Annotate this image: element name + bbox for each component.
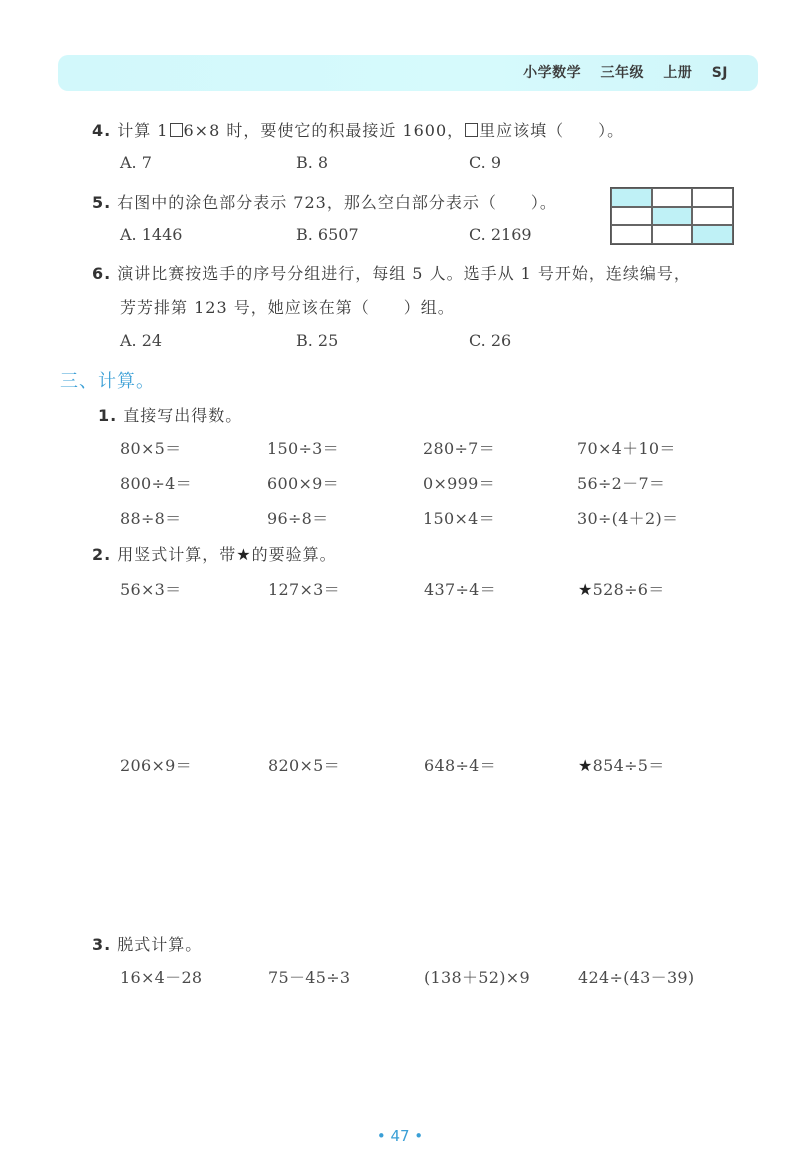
part-number: 3. — [92, 935, 112, 954]
option-a: A. 7 — [120, 153, 152, 172]
expression: 150÷3＝ — [267, 439, 339, 458]
question-6-line2: 芳芳排第 123 号，她应该在第（ ）组。 — [120, 298, 455, 317]
expression-starred — [578, 753, 665, 776]
expression: 820×5＝ — [268, 756, 340, 775]
question-text: 计算 1 — [117, 121, 169, 140]
part3-heading — [92, 932, 202, 955]
question-5 — [92, 190, 557, 213]
expression: 30÷(4＋2)＝ — [577, 509, 679, 528]
expression: 88÷8＝ — [120, 509, 182, 528]
question-number: 5. — [92, 193, 112, 212]
grid-cell — [692, 207, 733, 226]
expression: (138＋52)×9 — [424, 968, 530, 987]
expression: 280÷7＝ — [423, 439, 495, 458]
expression: 150×4＝ — [423, 509, 495, 528]
header-banner — [58, 55, 758, 91]
part-title: 用竖式计算，带 — [117, 545, 237, 564]
page-number: • 47 • — [376, 1127, 424, 1145]
part-number: 1. — [98, 406, 118, 425]
star-icon: ★ — [236, 545, 252, 564]
expression: 56÷2－7＝ — [577, 474, 666, 493]
option-a: A. 1446 — [120, 225, 183, 244]
expression-starred — [578, 577, 665, 600]
expression: 648÷4＝ — [424, 756, 496, 775]
question-text: 右图中的涂色部分表示 723，那么空白部分表示（ ）。 — [117, 193, 557, 212]
option-b: B. 6507 — [296, 225, 359, 244]
question-number: 6. — [92, 264, 112, 283]
option-b: B. 25 — [296, 331, 339, 350]
expression: 16×4－28 — [120, 968, 203, 987]
option-b: B. 8 — [296, 153, 329, 172]
option-c: C. 26 — [469, 331, 512, 350]
question-text: 里应该填（ ）。 — [479, 121, 625, 140]
part1-heading — [98, 403, 242, 426]
header-edition: SJ — [711, 65, 728, 81]
header-grade: 三年级 — [600, 65, 644, 81]
part-title: 脱式计算。 — [117, 935, 203, 954]
option-a: A. 24 — [120, 331, 163, 350]
grid-cell-shaded — [611, 188, 652, 207]
expression-text: 854÷5＝ — [592, 756, 665, 775]
expression: 800÷4＝ — [120, 474, 192, 493]
question-text: 6×8 时，要使它的积最接近 1600， — [183, 121, 465, 140]
grid-cell — [652, 188, 693, 207]
expression: 96÷8＝ — [267, 509, 329, 528]
question-4 — [92, 118, 624, 141]
header-subject: 小学数学 — [523, 65, 582, 81]
blank-box-icon — [465, 123, 478, 137]
star-icon: ★ — [578, 756, 593, 775]
grid-cell-shaded — [652, 207, 693, 226]
header-text — [509, 62, 728, 82]
option-c: C. 2169 — [469, 225, 532, 244]
question-6-line1 — [92, 261, 691, 284]
expression: 70×4＋10＝ — [577, 439, 676, 458]
part-number: 2. — [92, 545, 112, 564]
expression-text: 528÷6＝ — [592, 580, 665, 599]
option-c: C. 9 — [469, 153, 502, 172]
expression: 424÷(43－39) — [578, 968, 695, 987]
part2-heading — [92, 542, 337, 565]
grid-cell — [611, 225, 652, 244]
expression: 0×999＝ — [423, 474, 495, 493]
question-text: 演讲比赛按选手的序号分组进行，每组 5 人。选手从 1 号开始，连续编号， — [117, 264, 691, 283]
header-volume: 上册 — [663, 65, 693, 81]
expression: 80×5＝ — [120, 439, 182, 458]
expression: 75－45÷3 — [268, 968, 351, 987]
part-title: 直接写出得数。 — [123, 406, 243, 425]
expression: 56×3＝ — [120, 580, 182, 599]
grid-cell-shaded — [692, 225, 733, 244]
question-number: 4. — [92, 121, 112, 140]
grid-cell — [692, 188, 733, 207]
star-icon: ★ — [578, 580, 593, 599]
section-title: 三、计算。 — [60, 371, 155, 392]
expression: 127×3＝ — [268, 580, 340, 599]
part-title: 的要验算。 — [251, 545, 337, 564]
expression: 437÷4＝ — [424, 580, 496, 599]
grid-cell — [611, 207, 652, 226]
expression: 206×9＝ — [120, 756, 192, 775]
expression: 600×9＝ — [267, 474, 339, 493]
shaded-grid-figure — [610, 187, 734, 245]
grid-cell — [652, 225, 693, 244]
blank-box-icon — [170, 123, 183, 137]
